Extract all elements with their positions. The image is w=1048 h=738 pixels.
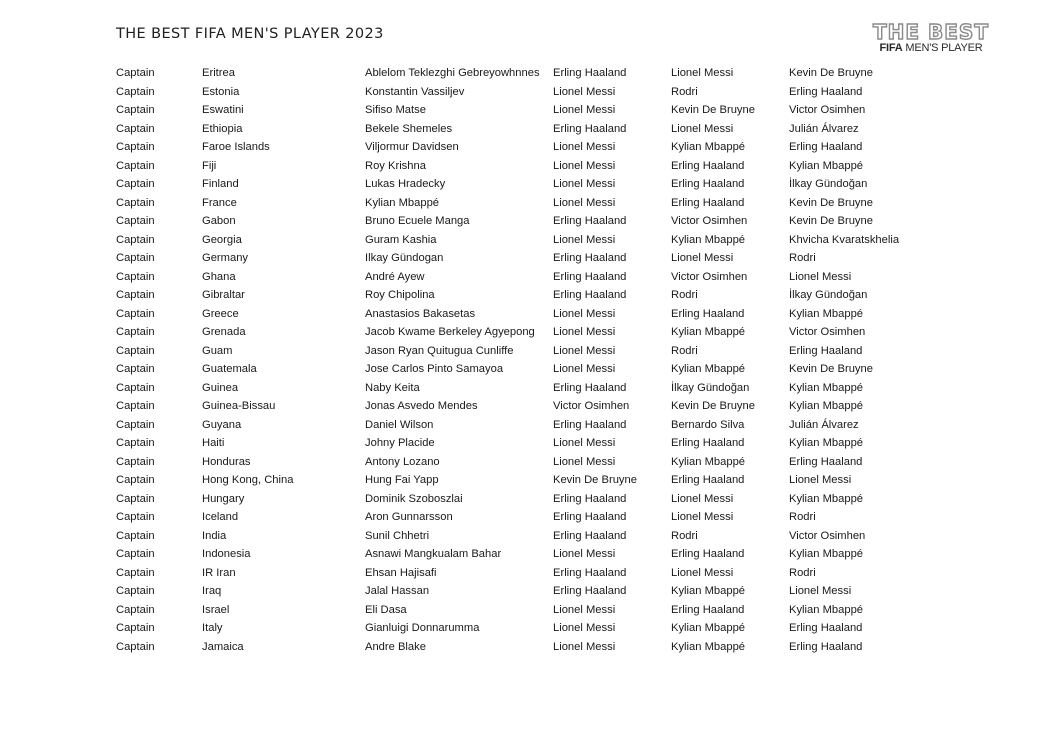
table-row [113, 360, 912, 379]
table-row [113, 342, 912, 361]
cell-second-place: Lionel Messi [671, 492, 734, 505]
cell-third-place: Julián Álvarez [789, 418, 859, 431]
table-row [113, 416, 912, 435]
cell-voter-name: Viljormur Davidsen [365, 141, 459, 154]
cell-first-place: Erling Haaland [553, 215, 627, 228]
cell-role: Captain [116, 455, 155, 468]
table-row [113, 175, 912, 194]
logo-mens-player-text: MEN'S PLAYER [905, 42, 983, 54]
cell-country: Finland [202, 178, 239, 191]
cell-third-place: Kevin De Bruyne [789, 196, 873, 209]
cell-first-place: Erling Haaland [553, 381, 627, 394]
cell-second-place: Rodri [671, 289, 698, 302]
cell-voter-name: Asnawi Mangkualam Bahar [365, 548, 502, 561]
cell-role: Captain [116, 622, 155, 635]
cell-third-place: Erling Haaland [789, 455, 863, 468]
cell-third-place: Kylian Mbappé [789, 492, 864, 505]
cell-second-place: Rodri [671, 85, 698, 98]
cell-third-place: Erling Haaland [789, 85, 863, 98]
cell-third-place: Kylian Mbappé [789, 603, 864, 616]
cell-voter-name: Lukas Hradecky [365, 178, 446, 191]
cell-voter-name: Andre Blake [365, 640, 426, 653]
cell-first-place: Lionel Messi [553, 196, 616, 209]
cell-third-place: Rodri [789, 566, 816, 579]
votes-table [113, 64, 912, 656]
cell-second-place: Kylian Mbappé [671, 640, 746, 653]
cell-voter-name: Konstantin Vassiljev [365, 85, 465, 98]
cell-role: Captain [116, 566, 155, 579]
cell-first-place: Lionel Messi [553, 85, 616, 98]
cell-third-place: Rodri [789, 252, 816, 265]
logo-subtitle [871, 42, 991, 55]
cell-second-place: Erling Haaland [671, 437, 745, 450]
cell-voter-name: Guram Kashia [365, 233, 437, 246]
table-row [113, 64, 912, 83]
cell-voter-name: Sunil Chhetri [365, 529, 430, 542]
cell-voter-name: Jalal Hassan [365, 585, 430, 598]
cell-second-place: Kylian Mbappé [671, 363, 746, 376]
cell-second-place: Victor Osimhen [671, 270, 748, 283]
table-row [113, 305, 912, 324]
cell-second-place: Kylian Mbappé [671, 622, 746, 635]
cell-role: Captain [116, 159, 155, 172]
cell-country: Italy [202, 622, 223, 635]
cell-third-place: Kylian Mbappé [789, 381, 864, 394]
cell-role: Captain [116, 585, 155, 598]
cell-third-place: Victor Osimhen [789, 529, 866, 542]
cell-role: Captain [116, 196, 155, 209]
cell-voter-name: Jacob Kwame Berkeley Agyepong [365, 326, 535, 339]
cell-first-place: Lionel Messi [553, 159, 616, 172]
cell-country: Iceland [202, 511, 239, 524]
cell-voter-name: Bruno Ecuele Manga [365, 215, 470, 228]
cell-third-place: Kylian Mbappé [789, 159, 864, 172]
logo-wordmark: THE BEST [873, 20, 989, 44]
cell-voter-name: André Ayew [365, 270, 425, 283]
table-row [113, 638, 912, 657]
cell-second-place: Rodri [671, 529, 698, 542]
cell-role: Captain [116, 122, 155, 135]
cell-first-place: Lionel Messi [553, 622, 616, 635]
cell-country: Guyana [202, 418, 242, 431]
table-row [113, 268, 912, 287]
cell-voter-name: Aron Gunnarsson [365, 511, 453, 524]
table-row [113, 101, 912, 120]
table-row [113, 397, 912, 416]
cell-third-place: Victor Osimhen [789, 326, 866, 339]
cell-voter-name: Naby Keita [365, 381, 420, 394]
cell-role: Captain [116, 85, 155, 98]
cell-first-place: Lionel Messi [553, 178, 616, 191]
cell-second-place: Rodri [671, 344, 698, 357]
cell-first-place: Erling Haaland [553, 289, 627, 302]
table-row [113, 508, 912, 527]
cell-third-place: Kevin De Bruyne [789, 67, 873, 80]
cell-third-place: Kylian Mbappé [789, 400, 864, 413]
cell-first-place: Erling Haaland [553, 566, 627, 579]
cell-role: Captain [116, 548, 155, 561]
cell-second-place: Erling Haaland [671, 159, 745, 172]
table-row [113, 527, 912, 546]
cell-first-place: Victor Osimhen [553, 400, 630, 413]
cell-role: Captain [116, 270, 155, 283]
cell-country: Georgia [202, 233, 242, 246]
cell-country: IR Iran [202, 566, 236, 579]
cell-country: India [202, 529, 227, 542]
table-row [113, 601, 912, 620]
cell-second-place: Erling Haaland [671, 307, 745, 320]
cell-first-place: Erling Haaland [553, 67, 627, 80]
cell-second-place: İlkay Gündoğan [671, 381, 750, 394]
cell-first-place: Lionel Messi [553, 548, 616, 561]
cell-first-place: Lionel Messi [553, 104, 616, 117]
cell-second-place: Lionel Messi [671, 566, 734, 579]
cell-second-place: Lionel Messi [671, 122, 734, 135]
cell-first-place: Lionel Messi [553, 307, 616, 320]
cell-voter-name: Jonas Asvedo Mendes [365, 400, 478, 413]
cell-first-place: Erling Haaland [553, 252, 627, 265]
table-row [113, 379, 912, 398]
cell-voter-name: Sifiso Matse [365, 104, 426, 117]
cell-second-place: Lionel Messi [671, 67, 734, 80]
votes-table-body [113, 64, 912, 656]
cell-voter-name: Kylian Mbappé [365, 196, 440, 209]
cell-first-place: Lionel Messi [553, 363, 616, 376]
cell-first-place: Erling Haaland [553, 585, 627, 598]
cell-role: Captain [116, 104, 155, 117]
cell-country: Gibraltar [202, 289, 245, 302]
cell-first-place: Lionel Messi [553, 141, 616, 154]
cell-third-place: Lionel Messi [789, 585, 852, 598]
cell-second-place: Kylian Mbappé [671, 326, 746, 339]
cell-second-place: Kevin De Bruyne [671, 104, 755, 117]
cell-role: Captain [116, 492, 155, 505]
cell-third-place: Khvicha Kvaratskhelia [789, 233, 900, 246]
cell-voter-name: Hung Fai Yapp [365, 474, 439, 487]
table-row [113, 157, 912, 176]
table-row [113, 120, 912, 139]
table-row [113, 490, 912, 509]
cell-second-place: Kylian Mbappé [671, 141, 746, 154]
table-row [113, 212, 912, 231]
table-row [113, 434, 912, 453]
cell-role: Captain [116, 474, 155, 487]
cell-country: Gabon [202, 215, 236, 228]
cell-voter-name: Anastasios Bakasetas [365, 307, 476, 320]
table-row [113, 323, 912, 342]
cell-voter-name: Antony Lozano [365, 455, 440, 468]
cell-third-place: Julián Álvarez [789, 122, 859, 135]
table-row [113, 249, 912, 268]
table-row [113, 286, 912, 305]
cell-third-place: Erling Haaland [789, 622, 863, 635]
cell-third-place: Kylian Mbappé [789, 548, 864, 561]
cell-country: Guatemala [202, 363, 257, 376]
cell-country: Israel [202, 603, 230, 616]
cell-third-place: Kevin De Bruyne [789, 215, 873, 228]
cell-country: Honduras [202, 455, 251, 468]
the-best-logo [871, 22, 991, 56]
cell-country: Guam [202, 344, 233, 357]
cell-second-place: Lionel Messi [671, 511, 734, 524]
cell-second-place: Kevin De Bruyne [671, 400, 755, 413]
cell-country: France [202, 196, 237, 209]
table-row [113, 619, 912, 638]
cell-role: Captain [116, 289, 155, 302]
cell-role: Captain [116, 215, 155, 228]
cell-first-place: Lionel Messi [553, 344, 616, 357]
cell-third-place: Kevin De Bruyne [789, 363, 873, 376]
cell-first-place: Erling Haaland [553, 418, 627, 431]
cell-country: Grenada [202, 326, 246, 339]
cell-third-place: Erling Haaland [789, 141, 863, 154]
table-row [113, 471, 912, 490]
table-row [113, 138, 912, 157]
cell-third-place: Lionel Messi [789, 270, 852, 283]
cell-voter-name: Jose Carlos Pinto Samayoa [365, 363, 504, 376]
cell-first-place: Lionel Messi [553, 437, 616, 450]
cell-first-place: Erling Haaland [553, 529, 627, 542]
cell-first-place: Lionel Messi [553, 603, 616, 616]
cell-second-place: Kylian Mbappé [671, 233, 746, 246]
cell-country: Estonia [202, 85, 240, 98]
cell-country: Guinea-Bissau [202, 400, 276, 413]
cell-role: Captain [116, 418, 155, 431]
cell-country: Haiti [202, 437, 225, 450]
cell-third-place: Kylian Mbappé [789, 437, 864, 450]
cell-role: Captain [116, 363, 155, 376]
cell-role: Captain [116, 437, 155, 450]
cell-role: Captain [116, 141, 155, 154]
table-row [113, 453, 912, 472]
cell-second-place: Lionel Messi [671, 252, 734, 265]
cell-country: Indonesia [202, 548, 251, 561]
cell-voter-name: Ehsan Hajisafi [365, 566, 437, 579]
cell-country: Ghana [202, 270, 236, 283]
cell-voter-name: Roy Krishna [365, 159, 426, 172]
table-row [113, 582, 912, 601]
cell-first-place: Erling Haaland [553, 492, 627, 505]
cell-country: Germany [202, 252, 249, 265]
cell-first-place: Erling Haaland [553, 122, 627, 135]
cell-second-place: Bernardo Silva [671, 418, 745, 431]
cell-role: Captain [116, 326, 155, 339]
cell-role: Captain [116, 344, 155, 357]
cell-second-place: Erling Haaland [671, 603, 745, 616]
cell-role: Captain [116, 67, 155, 80]
cell-voter-name: Roy Chipolina [365, 289, 435, 302]
cell-first-place: Erling Haaland [553, 511, 627, 524]
cell-third-place: Victor Osimhen [789, 104, 866, 117]
cell-country: Ethiopia [202, 122, 243, 135]
page-title: THE BEST FIFA MEN'S PLAYER 2023 [116, 26, 384, 42]
cell-country: Jamaica [202, 640, 244, 653]
cell-role: Captain [116, 529, 155, 542]
cell-third-place: İlkay Gündoğan [789, 289, 868, 302]
cell-role: Captain [116, 307, 155, 320]
table-row [113, 194, 912, 213]
cell-third-place: Lionel Messi [789, 474, 852, 487]
logo-fifa-text: FIFA [879, 42, 903, 54]
cell-third-place: Erling Haaland [789, 640, 863, 653]
cell-voter-name: Eli Dasa [365, 603, 407, 616]
cell-role: Captain [116, 603, 155, 616]
cell-second-place: Erling Haaland [671, 548, 745, 561]
cell-first-place: Lionel Messi [553, 326, 616, 339]
cell-second-place: Kylian Mbappé [671, 585, 746, 598]
cell-third-place: Kylian Mbappé [789, 307, 864, 320]
cell-role: Captain [116, 511, 155, 524]
cell-third-place: Erling Haaland [789, 344, 863, 357]
cell-role: Captain [116, 381, 155, 394]
cell-second-place: Erling Haaland [671, 474, 745, 487]
cell-voter-name: Ablelom Teklezghi Gebreyowhnnes [365, 67, 540, 80]
cell-voter-name: Bekele Shemeles [365, 122, 453, 135]
cell-country: Hungary [202, 492, 245, 505]
cell-country: Eswatini [202, 104, 244, 117]
cell-voter-name: Dominik Szoboszlai [365, 492, 463, 505]
cell-third-place: İlkay Gündoğan [789, 178, 868, 191]
cell-second-place: Erling Haaland [671, 196, 745, 209]
cell-third-place: Rodri [789, 511, 816, 524]
cell-second-place: Erling Haaland [671, 178, 745, 191]
cell-country: Greece [202, 307, 239, 320]
cell-country: Eritrea [202, 67, 235, 80]
cell-country: Guinea [202, 381, 239, 394]
cell-voter-name: Daniel Wilson [365, 418, 434, 431]
table-row [113, 564, 912, 583]
cell-voter-name: Johny Placide [365, 437, 435, 450]
cell-country: Iraq [202, 585, 222, 598]
cell-first-place: Lionel Messi [553, 455, 616, 468]
cell-role: Captain [116, 640, 155, 653]
table-row [113, 231, 912, 250]
cell-first-place: Erling Haaland [553, 270, 627, 283]
cell-first-place: Kevin De Bruyne [553, 474, 637, 487]
cell-role: Captain [116, 233, 155, 246]
cell-second-place: Kylian Mbappé [671, 455, 746, 468]
cell-first-place: Lionel Messi [553, 233, 616, 246]
cell-voter-name: Jason Ryan Quitugua Cunliffe [365, 344, 514, 357]
cell-role: Captain [116, 178, 155, 191]
cell-second-place: Victor Osimhen [671, 215, 748, 228]
cell-country: Fiji [202, 159, 217, 172]
cell-voter-name: Gianluigi Donnarumma [365, 622, 480, 635]
cell-voter-name: Ilkay Gündogan [365, 252, 444, 265]
cell-country: Hong Kong, China [202, 474, 294, 487]
table-row [113, 545, 912, 564]
table-row [113, 83, 912, 102]
cell-role: Captain [116, 400, 155, 413]
cell-role: Captain [116, 252, 155, 265]
cell-country: Faroe Islands [202, 141, 270, 154]
cell-first-place: Lionel Messi [553, 640, 616, 653]
